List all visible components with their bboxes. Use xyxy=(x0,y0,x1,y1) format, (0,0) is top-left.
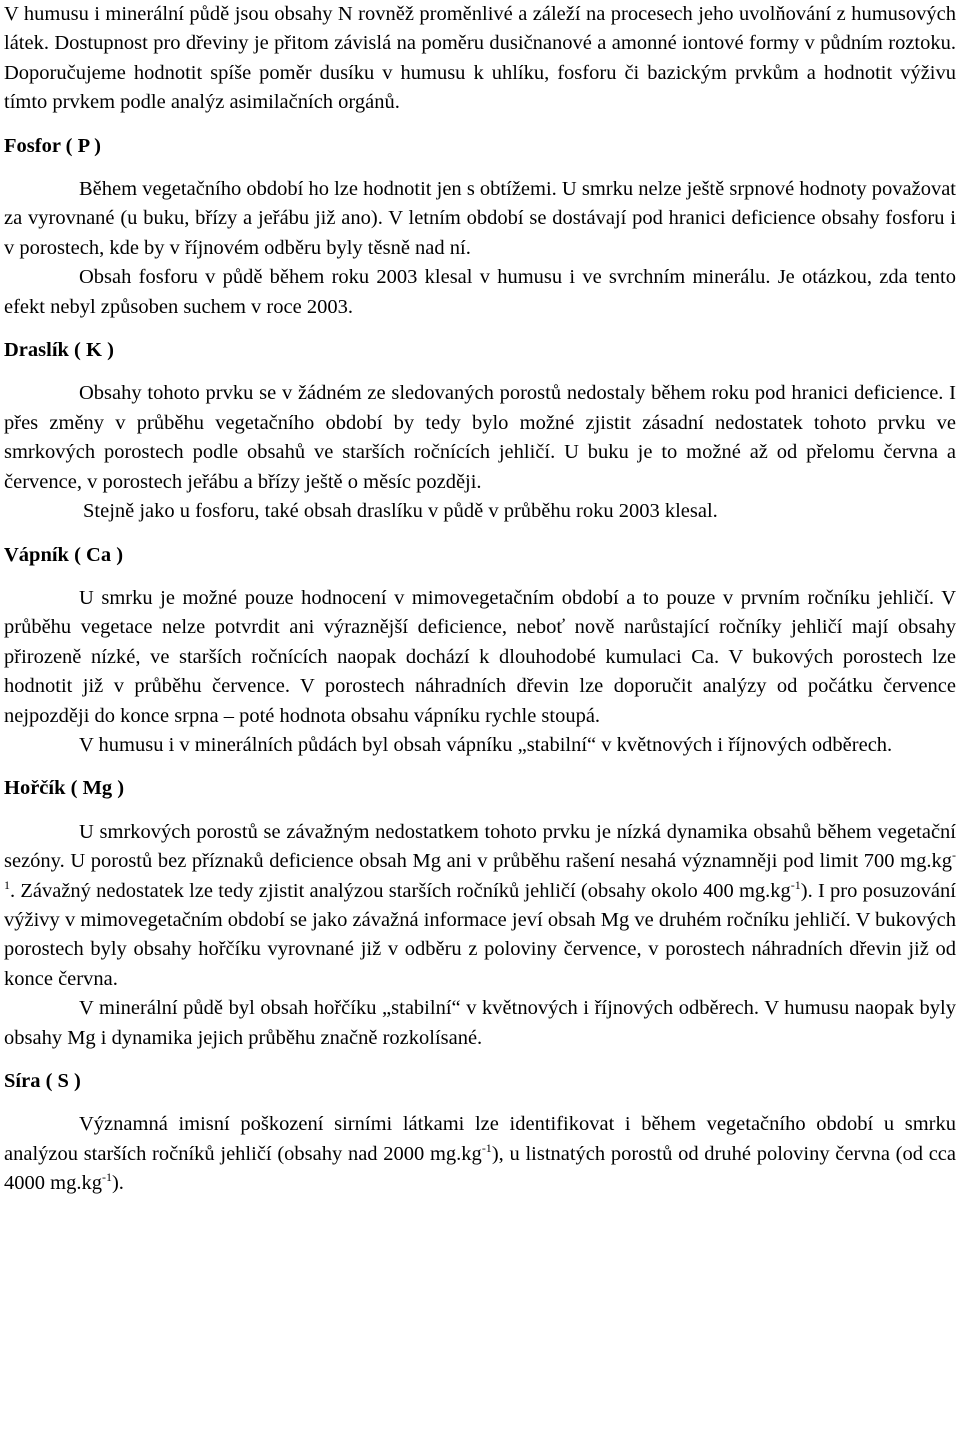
fosfor-paragraph-1: Během vegetačního období ho lze hodnotit jen s obtížemi. U smrku nelze ještě srpnové hodnoty považovat za vyrovnané (u buku, břízy a jeřábu již ano). V letním období se dostávají pod hranici deficience obsahy fosforu i v porostech, kde by v říjnovém odběru byly těsně nad ní. xyxy=(4,178,956,259)
horcik-sup-1: -1 xyxy=(4,848,956,892)
horcik-paragraph-2: V minerální půdě byl obsah hořčíku „stabilní“ v květnových i říjnových odběrech. V humusu naopak byly obsahy Mg i dynamika jejich průběhu značně rozkolísané. xyxy=(4,997,956,1049)
sira-paragraph-1 xyxy=(4,1110,956,1198)
heading-fosfor: Fosfor ( P ) xyxy=(4,134,101,157)
sira-sup-2: -1 xyxy=(101,1170,112,1185)
sira-text-b: ), u listnatých porostů od druhé poloviny června (od cca 4000 mg.kg xyxy=(4,1142,956,1195)
sira-text-a: Významná imisní poškození sirními látkami lze identifikovat i během vegetačního období u smrku analýzou starších ročníků jehličí (obsahy nad 2000 mg.kg xyxy=(4,1113,956,1165)
fosfor-paragraph-2: Obsah fosforu v půdě během roku 2003 klesal v humusu i ve svrchním minerálu. Je otázkou, zda tento efekt nebyl způsoben suchem v roce 2003. xyxy=(4,266,956,318)
horcik-text-c: ). I pro posuzování výživy v mimovegetačním období se jako závažná informace jeví obsah Mg ve druhém ročníku jehličí. V bukových porostech byly obsahy hořčíku vyrovnané již v odběru z poloviny července, v porostech náhradních dřevin již od konce června. xyxy=(4,879,956,990)
horcik-paragraph-1 xyxy=(4,818,956,994)
horcik-sup-2: -1 xyxy=(790,877,801,892)
horcik-text-b: . Závažný nedostatek lze tedy zjistit analýzou starších ročníků jehličí (obsahy okolo 400 mg.kg xyxy=(10,879,791,902)
draslik-paragraph-1: Obsahy tohoto prvku se v žádném ze sledovaných porostů nedostaly během roku pod hranici deficience. I přes změny v průběhu vegetačního období by tedy bylo možné zjistit zásadní nedostatek tohoto prvku ve smrkových porostech podle obsahů ve starších ročnících jehličí. U buku je to možné až od přelomu června a července, v porostech jeřábu a břízy ještě o měsíc později. xyxy=(4,382,956,493)
vapnik-paragraph-2: V humusu i v minerálních půdách byl obsah vápníku „stabilní“ v květnových i říjnových odběrech. xyxy=(79,733,893,756)
draslik-paragraph-2: Stejně jako u fosforu, také obsah draslíku v půdě v průběhu roku 2003 klesal. xyxy=(83,500,718,523)
sira-text-c: ). xyxy=(111,1172,124,1195)
heading-sira: Síra ( S ) xyxy=(4,1070,81,1092)
heading-horcik: Hořčík ( Mg ) xyxy=(4,777,125,800)
horcik-text-a: U smrkových porostů se závažným nedostatkem tohoto prvku je nízká dynamika obsahů během vegetační sezóny. U porostů bez příznaků deficience obsah Mg ani v průběhu rašení nesahá významněji pod limit 700 mg.kg xyxy=(4,820,956,873)
intro-paragraph: V humusu i minerální půdě jsou obsahy N rovněž proměnlivé a záleží na procesech jeho uvolňování z humusových látek. Dostupnost pro dřeviny je přitom závislá na poměru dusičnanové a amonné iontové formy v půdním roztoku. Doporučujeme hodnotit spíše poměr dusíku v humusu k uhlíku, fosforu či bazickým prvkům a hodnotit výživu tímto prvkem podle analýz asimilačních orgánů. xyxy=(4,3,956,114)
vapnik-paragraph-1: U smrku je možné pouze hodnocení v mimovegetačním období a to pouze v prvním ročníku jehličí. V průběhu vegetace nelze potvrdit ani výraznější deficience, neboť nově narůstající ročníky jehličí mají obsahy přirozeně nízké, ve starších ročnících naopak dochází k dlouhodobé kumulaci Ca. V bukových porostech lze hodnotit již v průběhu července. V porostech náhradních dřevin lze doporučit analýzy od počátku července nejpozději do konce srpna – poté hodnota obsahu vápníku rychle stoupá. xyxy=(4,586,956,727)
heading-draslik: Draslík ( K ) xyxy=(4,339,114,362)
sira-sup-1: -1 xyxy=(481,1140,492,1155)
heading-vapnik: Vápník ( Ca ) xyxy=(4,543,124,566)
